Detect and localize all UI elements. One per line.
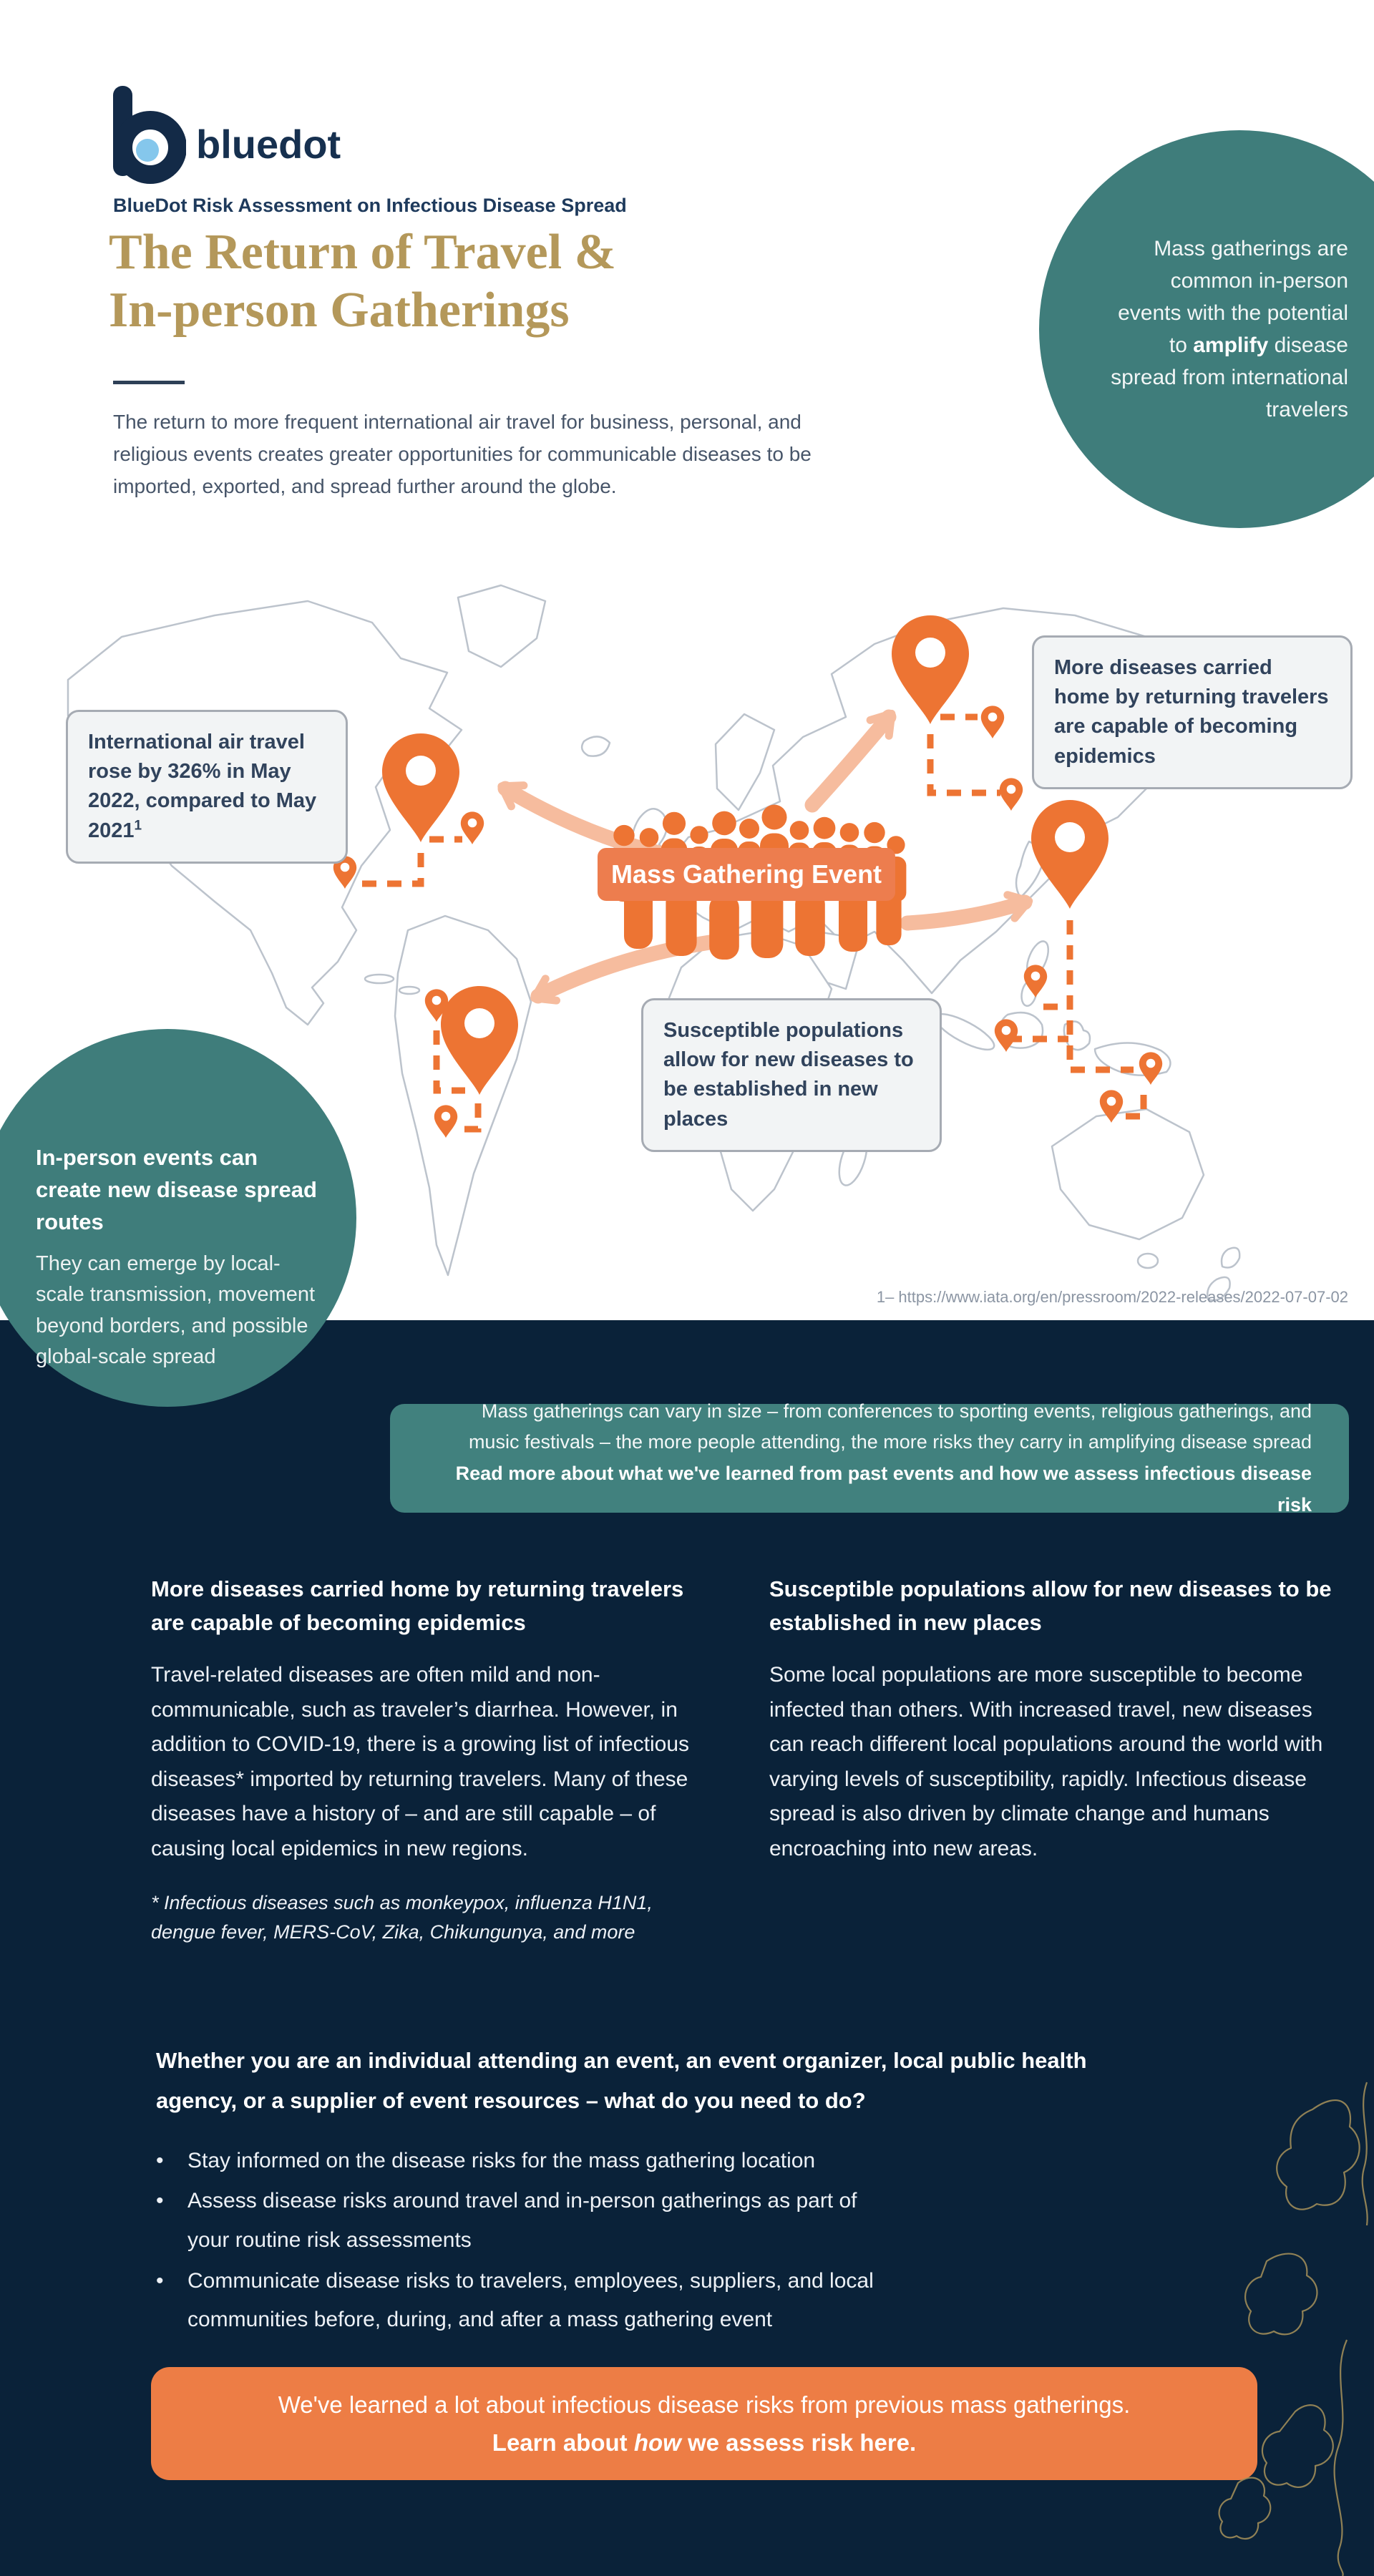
spread-routes-heading: In-person events can create new disease spread routes bbox=[36, 1145, 317, 1234]
page-title bbox=[109, 223, 616, 339]
source-footnote-link[interactable]: 1– https://www.iata.org/en/pressroom/2022-releases/2022-07-07-02 bbox=[876, 1288, 1348, 1306]
title-divider bbox=[113, 381, 185, 384]
cta-line2-start: Learn about bbox=[492, 2429, 634, 2456]
column-epidemics-footnote: * Infectious diseases such as monkeypox, influenza H1N1, dengue fever, MERS-CoV, Zika, Chikungunya, and more bbox=[151, 1891, 653, 1943]
mass-gathering-banner bbox=[598, 848, 895, 901]
report-eyebrow: BlueDot Risk Assessment on Infectious Disease Spread bbox=[113, 195, 627, 216]
what-to-do-section bbox=[156, 2041, 1194, 2340]
bullet-icon: • bbox=[156, 2148, 164, 2172]
column-epidemics-heading: More diseases carried home by returning travelers are capable of becoming epidemics bbox=[151, 1576, 684, 1635]
list-item-text: Communicate disease risks to travelers, employees, suppliers, and local communities before, during, and after a mass gathering event bbox=[187, 2268, 874, 2332]
amplify-bubble-text bbox=[1105, 233, 1348, 426]
column-epidemics bbox=[151, 1573, 716, 1948]
list-item bbox=[156, 2182, 900, 2260]
callout-epidemics-text: More diseases carried home by returning travelers are capable of becoming epidemics bbox=[1054, 656, 1329, 768]
what-to-do-list bbox=[156, 2142, 1194, 2340]
banner-label: Mass Gathering Event bbox=[610, 859, 882, 889]
amplify-text-bold: amplify bbox=[1193, 333, 1269, 357]
cta-line2-italic: how bbox=[633, 2429, 681, 2456]
column-epidemics-body: Travel-related diseases are often mild and non-communicable, such as traveler’s diarrhea. However, in addition to COVID-19, there is a growing list of infectious diseases* imported by returning travelers. Many of these diseases have a history of – and are still capable – of causing local epidemics in new regions. bbox=[151, 1663, 690, 1860]
amplify-text-end: disease spread from international travelers bbox=[1111, 333, 1348, 421]
band-line2: Read more about what we've learned from past events and how we assess infectious disease risk bbox=[455, 1463, 1312, 1516]
list-item-text: Assess disease risks around travel and in-person gatherings as part of your routine risk assessments bbox=[187, 2189, 857, 2252]
band-line1: Mass gatherings can vary in size – from conferences to sporting events, religious gatherings, and music festivals – the more people attending, the more risks they carry in amplifying disease spread bbox=[468, 1400, 1312, 1453]
what-to-do-heading: Whether you are an individual attending an event, an event organizer, local public health agency, or a supplier of event resources – what do you need to do? bbox=[156, 2048, 1087, 2114]
cta-line2-end: we assess risk here. bbox=[681, 2429, 917, 2456]
bluedot-logo-icon bbox=[112, 84, 186, 185]
spread-routes-body: They can emerge by local-scale transmission, movement beyond borders, and possible global-scale spread bbox=[36, 1252, 316, 1369]
callout-epidemics bbox=[1032, 635, 1353, 789]
bluedot-logo bbox=[112, 84, 341, 185]
intro-paragraph: The return to more frequent international air travel for business, personal, and religious events creates greater opportunities for communicable diseases to be imported, exported, and spread further around the globe. bbox=[113, 411, 812, 497]
list-item bbox=[156, 2262, 900, 2340]
gold-map-decoration bbox=[1131, 2025, 1374, 2576]
page-title-line1: The Return of Travel & bbox=[109, 225, 616, 280]
callout-susceptible-text: Susceptible populations allow for new diseases to be established in new places bbox=[663, 1019, 914, 1131]
assess-risk-cta-button[interactable] bbox=[151, 2367, 1257, 2480]
footnote-marker: 1 bbox=[134, 817, 142, 833]
list-item bbox=[156, 2142, 900, 2181]
callout-susceptible bbox=[641, 998, 942, 1152]
bluedot-logo-text: bluedot bbox=[196, 121, 341, 167]
page-title-line2: In-person Gatherings bbox=[109, 283, 570, 338]
column-susceptible-body: Some local populations are more susceptible to become infected than others. With increased travel, new diseases can reach different local populations around the world with varying levels of susceptibility, rapidly. Infectious disease spread is also driven by climate change and humans encroaching into new areas. bbox=[769, 1663, 1323, 1860]
spread-routes-bubble bbox=[0, 1029, 356, 1407]
blue-dot bbox=[136, 139, 159, 162]
amplify-text-start: Mass gatherings are common in-person events with the potential to bbox=[1118, 237, 1348, 357]
column-susceptible-heading: Susceptible populations allow for new diseases to be established in new places bbox=[769, 1576, 1332, 1635]
bullet-icon: • bbox=[156, 2268, 164, 2293]
amplify-bubble bbox=[1039, 130, 1374, 528]
column-susceptible bbox=[769, 1573, 1335, 1867]
cta-line2 bbox=[492, 2424, 916, 2462]
bullet-icon: • bbox=[156, 2189, 164, 2213]
callout-air-travel bbox=[66, 710, 348, 864]
list-item-text: Stay informed on the disease risks for the mass gathering location bbox=[187, 2148, 816, 2172]
callout-air-travel-text: International air travel rose by 326% in May 2022, compared to May 2021 bbox=[88, 731, 317, 842]
mass-gathering-band bbox=[390, 1400, 1349, 1516]
cta-line1: We've learned a lot about infectious disease risks from previous mass gatherings. bbox=[278, 2391, 1131, 2418]
